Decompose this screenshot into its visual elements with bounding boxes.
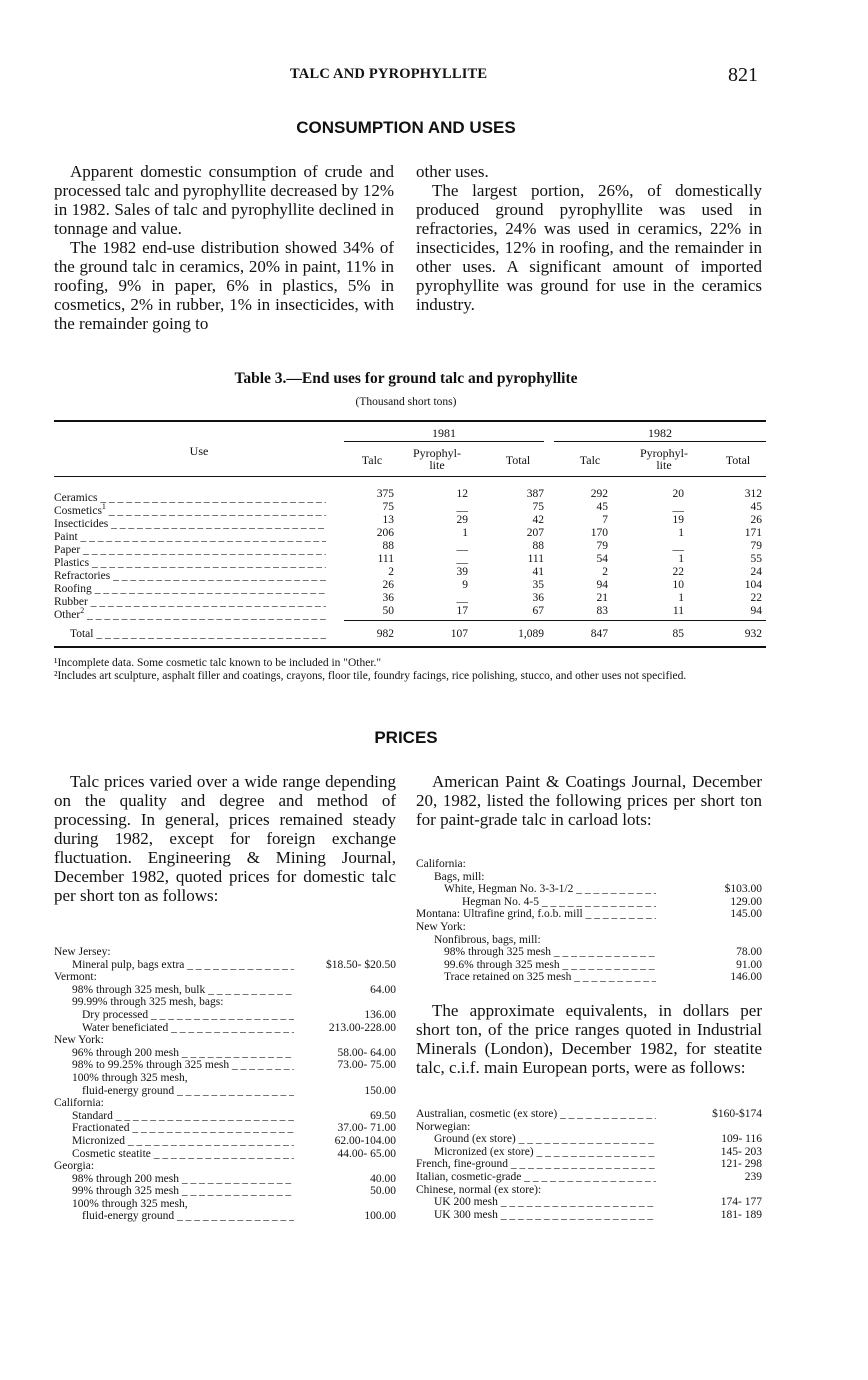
cell-total-1981: 387 — [526, 488, 544, 500]
table-row — [54, 488, 766, 504]
price-label: French, fine-ground _ _ _ — [416, 1158, 656, 1171]
paragraph: American Paint & Coatings Journal, December 20, 1982, listed the following prices per short ton for paint-grade talc in carload lots: — [416, 772, 762, 829]
table-row — [54, 592, 766, 608]
year-1982-rule — [554, 441, 766, 442]
domestic-price-list — [54, 946, 396, 1223]
price-value: 145.00 — [730, 908, 762, 921]
cell-total-1982: 22 — [750, 592, 762, 604]
paragraph: The largest portion, 26%, of domestically produced ground pyrophyllite was used in refractories, 24% was used in ceramics, 22% in insecticides, 12% in roofing, and the remainder in other uses. A significant amount of imported pyrophyllite was ground for use in the ceramics industry. — [416, 181, 762, 314]
price-row — [416, 1158, 762, 1171]
price-row — [416, 1184, 762, 1197]
cell-pyro-1981: 17 — [456, 605, 468, 617]
cell-total-1981: 42 — [532, 514, 544, 526]
col-pyrophyllite-1982-line1: Pyrophyl- — [640, 446, 688, 460]
price-label: UK 300 mesh _ _ _ — [434, 1209, 656, 1222]
cell-total-1981: 88 — [532, 540, 544, 552]
paragraph: Talc prices varied over a wide range depending on the quality and degree and method of processing. In general, prices remained steady during 1982, except for foreign exchange fluctuation. Engineering & Mining Journal, December 1982, quoted prices for domestic talc per short ton as follows: — [54, 772, 396, 905]
table-row — [54, 579, 766, 595]
total-rule — [344, 620, 766, 621]
price-row — [54, 1059, 396, 1072]
paragraph: The 1982 end-use distribution showed 34% of the ground talc in ceramics, 20% in paint, 11% in roofing, 9% in paper, 6% in plastics, 5% in cosmetics, 2% in rubber, 1% in insecticides, with the remainder going to — [54, 238, 394, 333]
price-row — [54, 1122, 396, 1135]
price-label: California: — [54, 1097, 104, 1110]
prices-right-column-2 — [416, 1001, 762, 1077]
cell-pyro-1982: __ — [672, 540, 684, 552]
total-talc-1982: 847 — [590, 628, 608, 640]
row-label: Cosmetics$^1$ _ _ _ — [54, 501, 326, 517]
year-1981-rule — [344, 441, 544, 442]
price-label: Trace retained on 325 mesh _ _ _ — [444, 971, 656, 984]
price-row — [54, 1110, 396, 1123]
cell-talc-1982: 45 — [596, 501, 608, 513]
cell-pyro-1981: 9 — [462, 579, 468, 591]
cell-talc-1982: 83 — [596, 605, 608, 617]
row-label: Roofing _ _ _ — [54, 579, 326, 595]
price-value: 91.00 — [736, 958, 762, 971]
cell-total-1981: 207 — [526, 527, 544, 539]
cell-pyro-1982: 1 — [678, 527, 684, 539]
cell-total-1981: 111 — [527, 553, 544, 565]
footnote-2: ²Includes art sculpture, asphalt filler and coatings, crayons, floor tile, foundry facings, rice polishing, stucco, and other uses not specified. — [54, 670, 687, 682]
cell-pyro-1982: __ — [672, 501, 684, 513]
price-label: Italian, cosmetic-grade _ _ _ — [416, 1171, 656, 1184]
price-label: Mineral pulp, bags extra _ _ _ — [72, 959, 294, 972]
cell-pyro-1981: 1 — [462, 527, 468, 539]
price-label: New York: — [54, 1034, 104, 1047]
price-row — [416, 971, 762, 984]
price-row — [416, 1108, 762, 1121]
table-row — [54, 605, 766, 621]
price-label: Nonfibrous, bags, mill: — [434, 933, 541, 946]
price-label: fluid-energy ground _ _ _ — [82, 1210, 294, 1223]
cell-talc-1981: 26 — [382, 579, 394, 591]
european-price-list — [416, 1108, 762, 1221]
price-label: 100% through 325 mesh, — [72, 1197, 188, 1210]
price-value: $18.50- $20.50 — [326, 958, 396, 971]
cell-total-1982: 94 — [750, 605, 762, 617]
price-value: 109- 116 — [721, 1133, 762, 1146]
cell-talc-1981: 13 — [382, 514, 394, 526]
row-label: Plastics _ _ _ — [54, 553, 326, 569]
table-total-row — [54, 628, 766, 641]
price-row — [54, 1009, 396, 1022]
price-label: 99.99% through 325 mesh, bags: — [72, 996, 224, 1009]
price-row — [54, 1097, 396, 1110]
cell-talc-1981: 88 — [382, 540, 394, 552]
row-label: Ceramics _ _ _ — [54, 488, 326, 504]
use-header: Use — [189, 444, 209, 458]
price-value: 136.00 — [364, 1008, 396, 1021]
paragraph: other uses. — [416, 162, 489, 181]
row-label: Paint _ _ _ — [54, 527, 326, 543]
price-label: UK 200 mesh _ _ _ — [434, 1196, 656, 1209]
cell-pyro-1981: __ — [456, 501, 468, 513]
cell-total-1982: 55 — [750, 553, 762, 565]
cell-pyro-1982: 11 — [672, 605, 684, 617]
price-row — [416, 1133, 762, 1146]
cell-talc-1981: 50 — [382, 605, 394, 617]
price-label: 96% through 200 mesh _ _ _ — [72, 1047, 294, 1060]
price-label: Georgia: — [54, 1160, 95, 1173]
price-row — [54, 1047, 396, 1060]
price-label: 99% through 325 mesh _ _ _ — [72, 1185, 294, 1198]
price-row — [416, 871, 762, 884]
price-row — [54, 984, 396, 997]
price-label: New Jersey: — [54, 946, 111, 958]
row-label: Insecticides _ _ _ — [54, 514, 326, 530]
price-row — [416, 946, 762, 959]
price-row — [54, 1072, 396, 1085]
price-row — [54, 1135, 396, 1148]
paint-price-list — [416, 858, 762, 984]
cell-total-1982: 26 — [750, 514, 762, 526]
price-value: 44.00- 65.00 — [337, 1147, 396, 1160]
price-label: Hegman No. 4-5 _ _ _ — [462, 896, 656, 909]
price-row — [416, 921, 762, 934]
price-label: 98% through 200 mesh _ _ _ — [72, 1173, 294, 1186]
price-label: Water beneficiated _ _ _ — [82, 1022, 294, 1035]
cell-talc-1982: 79 — [596, 540, 608, 552]
price-label: Micronized (ex store) _ _ _ — [434, 1146, 656, 1159]
cell-talc-1982: 2 — [602, 566, 608, 578]
price-value: 129.00 — [730, 895, 762, 908]
col-pyrophyllite-1982-line2: lite — [656, 458, 672, 472]
price-label: White, Hegman No. 3-3-1/2 _ _ _ — [444, 883, 656, 896]
price-row — [54, 1198, 396, 1211]
running-head: TALC AND PYROPHYLLITE — [290, 66, 488, 82]
table-top-rule — [54, 420, 766, 422]
price-value: $103.00 — [724, 883, 762, 896]
cell-total-1982: 312 — [744, 488, 762, 500]
cell-pyro-1982: 22 — [672, 566, 684, 578]
table-row — [54, 501, 766, 517]
col-pyrophyllite-1981-line1: Pyrophyl- — [413, 446, 461, 460]
cell-total-1982: 104 — [744, 579, 762, 591]
cell-total-1982: 171 — [744, 527, 762, 539]
price-value: 50.00 — [370, 1185, 396, 1198]
cell-pyro-1981: 12 — [456, 488, 468, 500]
total-label: Total _ _ _ — [54, 628, 326, 640]
cell-talc-1981: 36 — [382, 592, 394, 604]
cell-total-1982: 45 — [750, 501, 762, 513]
price-row — [416, 1171, 762, 1184]
price-value: 64.00 — [370, 983, 396, 996]
cell-pyro-1982: 1 — [678, 592, 684, 604]
price-label: Micronized _ _ _ — [72, 1135, 294, 1148]
price-value: 62.00-104.00 — [334, 1134, 396, 1147]
cell-pyro-1982: 1 — [678, 553, 684, 565]
price-row — [54, 996, 396, 1009]
prices-left-column — [54, 772, 396, 905]
price-label: Fractionated _ _ _ — [72, 1122, 294, 1135]
price-value: 100.00 — [364, 1210, 396, 1223]
price-label: 98% to 99.25% through 325 mesh _ _ _ — [72, 1059, 294, 1072]
cell-pyro-1981: 29 — [456, 514, 468, 526]
cell-pyro-1982: 19 — [672, 514, 684, 526]
price-label: California: — [416, 858, 466, 870]
price-value: 213.00-228.00 — [328, 1021, 396, 1034]
total-all-1981: 1,089 — [518, 628, 544, 640]
table-row — [54, 514, 766, 530]
price-value: 146.00 — [730, 971, 762, 984]
price-value: 174- 177 — [720, 1196, 762, 1209]
price-label: 100% through 325 mesh, — [72, 1071, 188, 1084]
price-label: Cosmetic steatite _ _ _ — [72, 1148, 294, 1161]
col-talc-1981: Talc — [361, 453, 383, 467]
total-pyro-1982: 85 — [672, 628, 684, 640]
price-value: 40.00 — [370, 1172, 396, 1185]
price-value: 239 — [744, 1170, 762, 1183]
table-subtitle: (Thousand short tons) — [355, 396, 457, 408]
price-label: Bags, mill: — [434, 870, 485, 883]
price-value: 73.00- 75.00 — [337, 1059, 396, 1072]
cell-talc-1982: 7 — [602, 514, 608, 526]
col-pyrophyllite-1981-line2: lite — [429, 458, 445, 472]
price-label: Vermont: — [54, 971, 97, 984]
price-value: 145- 203 — [720, 1145, 762, 1158]
cell-talc-1981: 111 — [377, 553, 394, 565]
cell-total-1981: 35 — [532, 579, 544, 591]
cell-pyro-1981: __ — [456, 553, 468, 565]
price-label: Ground (ex store) _ _ _ — [434, 1133, 656, 1146]
price-row — [54, 1185, 396, 1198]
table-title: Table 3.—End uses for ground talc and pyrophyllite — [234, 370, 578, 387]
cell-total-1981: 41 — [532, 566, 544, 578]
price-row — [54, 1022, 396, 1035]
price-row — [416, 1121, 762, 1134]
price-label: Dry processed _ _ _ — [82, 1009, 294, 1022]
section-title-consumption: CONSUMPTION AND USES — [296, 118, 516, 137]
price-row — [416, 959, 762, 972]
cell-talc-1982: 170 — [590, 527, 608, 539]
cell-total-1981: 75 — [532, 501, 544, 513]
price-value: 58.00- 64.00 — [337, 1046, 396, 1059]
price-row — [416, 934, 762, 947]
price-value: 181- 189 — [720, 1208, 762, 1221]
col-total-1981: Total — [505, 453, 531, 467]
price-value: 78.00 — [736, 946, 762, 959]
row-label: Other$^2$ _ _ _ — [54, 605, 326, 621]
price-value: 37.00- 71.00 — [337, 1122, 396, 1135]
col-total-1982: Total — [725, 453, 751, 467]
col-talc-1982: Talc — [579, 453, 601, 467]
table-row — [54, 566, 766, 582]
price-row — [416, 883, 762, 896]
cell-talc-1981: 75 — [382, 501, 394, 513]
price-value: 121- 298 — [720, 1158, 762, 1171]
price-row — [54, 1160, 396, 1173]
consumption-left-column — [54, 162, 394, 333]
cell-total-1982: 24 — [750, 566, 762, 578]
row-label: Refractories _ _ _ — [54, 566, 326, 582]
consumption-right-column — [416, 162, 762, 314]
price-row — [416, 1209, 762, 1222]
price-row — [54, 959, 396, 972]
price-label: 98% through 325 mesh, bulk _ _ _ — [72, 984, 294, 997]
price-row — [54, 971, 396, 984]
total-all-1982: 932 — [744, 628, 762, 640]
section-title-prices: PRICES — [374, 728, 438, 747]
price-row — [416, 896, 762, 909]
page-number: 821 — [728, 64, 758, 86]
price-label: Montana: Ultrafine grind, f.o.b. mill _ _ _ — [416, 908, 656, 921]
price-row — [54, 1085, 396, 1098]
price-row — [54, 1034, 396, 1047]
table-row — [54, 540, 766, 556]
price-value: 69.50 — [370, 1109, 396, 1122]
price-row — [54, 1173, 396, 1186]
price-row — [416, 858, 762, 871]
price-row — [416, 1196, 762, 1209]
price-row — [54, 1210, 396, 1223]
year-1982-header: 1982 — [648, 426, 672, 440]
price-label: 99.6% through 325 mesh _ _ _ — [444, 959, 656, 972]
price-row — [416, 908, 762, 921]
cell-talc-1982: 292 — [590, 488, 608, 500]
cell-total-1982: 79 — [750, 540, 762, 552]
table-row — [54, 553, 766, 569]
total-talc-1981: 982 — [376, 628, 394, 640]
price-label: Norwegian: — [416, 1120, 471, 1133]
price-label: Chinese, normal (ex store): — [416, 1183, 542, 1196]
cell-pyro-1982: 20 — [672, 488, 684, 500]
total-pyro-1981: 107 — [450, 628, 468, 640]
cell-total-1981: 67 — [532, 605, 544, 617]
price-label: fluid-energy ground _ _ _ — [82, 1085, 294, 1098]
price-row — [54, 946, 396, 959]
cell-pyro-1981: __ — [456, 540, 468, 552]
price-label: Australian, cosmetic (ex store) _ _ _ — [416, 1108, 656, 1121]
cell-talc-1982: 54 — [596, 553, 608, 565]
price-value: $160-$174 — [712, 1108, 762, 1120]
cell-talc-1982: 21 — [596, 592, 608, 604]
paragraph: Apparent domestic consumption of crude and processed talc and pyrophyllite decreased by 12% in 1982. Sales of talc and pyrophyllite declined in tonnage and value. — [54, 162, 394, 238]
cell-pyro-1982: 10 — [672, 579, 684, 591]
price-label: 98% through 325 mesh _ _ _ — [444, 946, 656, 959]
year-1981-header: 1981 — [432, 426, 456, 440]
cell-total-1981: 36 — [532, 592, 544, 604]
price-row — [416, 1146, 762, 1159]
price-label: Standard _ _ _ — [72, 1110, 294, 1123]
cell-talc-1981: 375 — [376, 488, 394, 500]
footnote-1: ¹Incomplete data. Some cosmetic talc known to be included in "Other." — [54, 657, 382, 669]
row-label: Rubber _ _ _ — [54, 592, 326, 608]
table-row — [54, 527, 766, 543]
header-bottom-rule — [54, 476, 766, 477]
table-bottom-rule — [54, 646, 766, 648]
cell-talc-1981: 2 — [388, 566, 394, 578]
cell-pyro-1981: 39 — [456, 566, 468, 578]
price-label: New York: — [416, 920, 466, 933]
price-value: 150.00 — [364, 1084, 396, 1097]
row-label: Paper _ _ _ — [54, 540, 326, 556]
cell-talc-1981: 206 — [376, 527, 394, 539]
prices-right-column — [416, 772, 762, 829]
cell-talc-1982: 94 — [596, 579, 608, 591]
paragraph: The approximate equivalents, in dollars per short ton, of the price ranges quoted in Industrial Minerals (London), December 1982, for steatite talc, c.i.f. main European ports, were as follows: — [416, 1001, 762, 1077]
price-row — [54, 1148, 396, 1161]
cell-pyro-1981: __ — [456, 592, 468, 604]
